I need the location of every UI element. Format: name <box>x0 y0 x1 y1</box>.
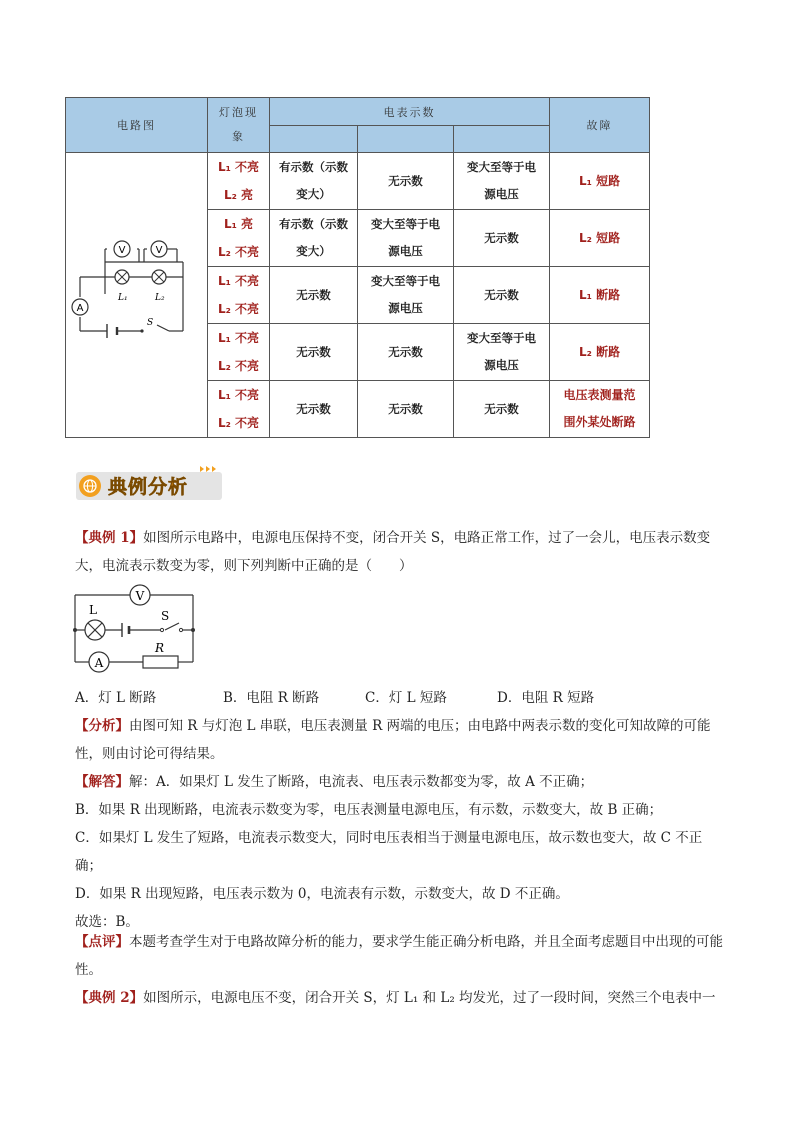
voltmeter-icon <box>114 241 130 257</box>
voltmeter2-reading: 无示数 <box>454 267 550 324</box>
resistor-label: R <box>155 641 165 655</box>
option-a: A．灯 L 断路 <box>75 690 157 706</box>
voltmeter-icon <box>130 585 150 605</box>
header-circuit: 电路图 <box>66 98 208 153</box>
lamp-icon <box>85 620 105 640</box>
fault-result: L₁ 断路 <box>550 267 650 324</box>
svg-text:V: V <box>118 244 125 256</box>
fault-table <box>65 97 650 438</box>
comment-text: 本题考查学生对于电路故障分析的能力，要求学生能正确分析电路，并且全面考虑题目中出现的可能性。 <box>75 934 723 978</box>
svg-text:V: V <box>155 244 162 256</box>
voltmeter-icon <box>151 241 167 257</box>
header-meter-v2 <box>454 126 550 153</box>
fault-result: L₁ 短路 <box>550 153 650 210</box>
voltmeter1-reading: 无示数 <box>358 381 454 438</box>
example2-question-text: 如图所示，电源电压不变，闭合开关 S，灯 L₁ 和 L₂ 均发光，过了一段时间，突然三个电表中一 <box>143 990 716 1006</box>
answer-line: 故选：B。 <box>75 914 139 930</box>
example2-label: 【典例 2】 <box>75 990 144 1006</box>
ammeter-reading: 无示数 <box>270 324 358 381</box>
svg-text:A: A <box>76 302 83 314</box>
table-row <box>66 153 650 210</box>
lamp-icon <box>115 270 129 284</box>
parallel-circuit-diagram <box>67 159 207 429</box>
ammeter-reading: 有示数（示数变大） <box>270 210 358 267</box>
resistor-icon <box>143 656 178 668</box>
lamp-state: L₁ 不亮 L₂ 亮 <box>208 153 270 210</box>
svg-text:V: V <box>135 589 145 603</box>
lamp-icon <box>152 270 166 284</box>
voltmeter2-reading: 无示数 <box>454 381 550 438</box>
fault-result: 电压表测量范围外某处断路 <box>550 381 650 438</box>
example1-question-text: 如图所示电路中，电源电压保持不变，闭合开关 S，电路正常工作，过了一会儿，电压表示数变大，电流表示数变为零，则下列判断中正确的是（ ） <box>75 530 711 574</box>
ammeter-reading: 有示数（示数变大） <box>270 153 358 210</box>
voltmeter1-reading: 变大至等于电源电压 <box>358 267 454 324</box>
header-meter-a <box>270 126 358 153</box>
ammeter-icon <box>89 652 109 672</box>
section-title: 典例分析 <box>108 476 189 498</box>
voltmeter2-reading: 变大至等于电源电压 <box>454 153 550 210</box>
lamp-state: L₁ 不亮 L₂ 不亮 <box>208 381 270 438</box>
ammeter-reading: 无示数 <box>270 267 358 324</box>
option-c: C．灯 L 短路 <box>365 690 447 706</box>
option-b: B．电阻 R 断路 <box>223 690 320 706</box>
example1-answer <box>75 768 725 936</box>
voltmeter1-reading: 变大至等于电源电压 <box>358 210 454 267</box>
svg-text:A: A <box>94 656 104 670</box>
example1-comment <box>75 928 725 984</box>
option-d: D．电阻 R 短路 <box>497 690 595 706</box>
fault-result: L₂ 断路 <box>550 324 650 381</box>
comment-label: 【点评】 <box>75 934 129 950</box>
fault-result: L₂ 短路 <box>550 210 650 267</box>
lamp1-label: L₁ <box>117 292 128 303</box>
answer-line: 解：A．如果灯 L 发生了断路，电流表、电压表示数都变为零，故 A 不正确； <box>129 774 594 790</box>
answer-line: D．如果 R 出现短路，电压表示数为 0，电流表有示数，示数变大，故 D 不正确。 <box>75 886 569 902</box>
example1-analysis <box>75 712 725 768</box>
answer-label: 【解答】 <box>75 774 129 790</box>
analysis-label: 【分析】 <box>75 718 129 734</box>
example1-label: 【典例 1】 <box>75 530 144 546</box>
voltmeter1-reading: 无示数 <box>358 153 454 210</box>
voltmeter1-reading: 无示数 <box>358 324 454 381</box>
switch-label: S <box>146 317 153 328</box>
answer-line: C．如果灯 L 发生了短路，电流表示数变大，同时电压表相当于测量电源电压，故示数也变大，故 C 不正确； <box>75 830 703 874</box>
header-fault: 故障 <box>550 98 650 153</box>
ammeter-icon <box>72 299 88 315</box>
ammeter-reading: 无示数 <box>270 381 358 438</box>
example2-question <box>75 984 725 1012</box>
voltmeter2-reading: 变大至等于电源电压 <box>454 324 550 381</box>
example1-circuit-diagram <box>65 580 205 680</box>
example1-question <box>75 524 725 580</box>
section-header <box>76 466 222 502</box>
globe-icon <box>79 475 101 497</box>
analysis-text: 由图可知 R 与灯泡 L 串联，电压表测量 R 两端的电压；由电路中两表示数的变化可知故障的可能性，则由讨论可得结果。 <box>75 718 711 762</box>
lamp-state: L₁ 不亮 L₂ 不亮 <box>208 324 270 381</box>
header-lamp: 灯泡现象 <box>208 98 270 153</box>
header-meter-v1 <box>358 126 454 153</box>
circuit-diagram-cell <box>66 153 208 438</box>
switch-icon <box>140 329 143 332</box>
answer-line: B．如果 R 出现断路，电流表示数变为零，电压表测量电源电压，有示数，示数变大，故 B 正确； <box>75 802 663 818</box>
lamp-state: L₁ 亮 L₂ 不亮 <box>208 210 270 267</box>
lamp2-label: L₂ <box>154 292 165 303</box>
header-meter: 电表示数 <box>270 98 550 126</box>
voltmeter2-reading: 无示数 <box>454 210 550 267</box>
lamp-state: L₁ 不亮 L₂ 不亮 <box>208 267 270 324</box>
lamp-label: L <box>89 603 97 617</box>
switch-label: S <box>161 609 170 623</box>
